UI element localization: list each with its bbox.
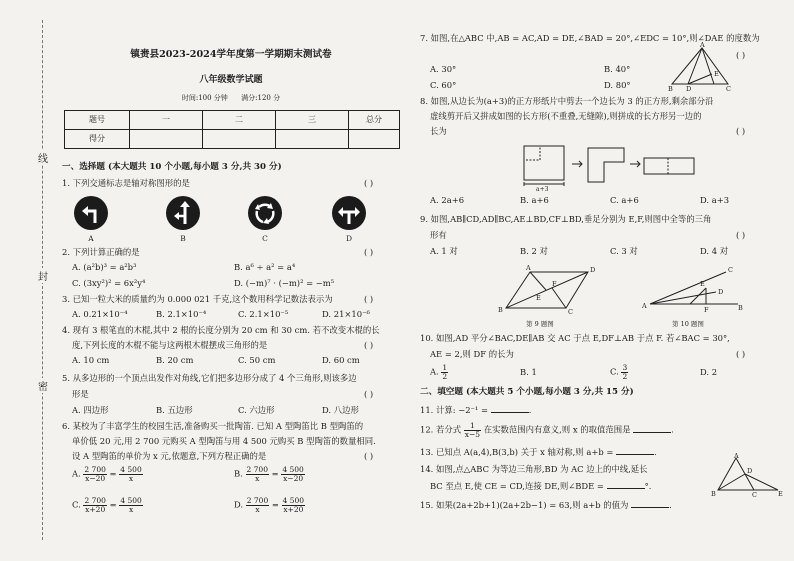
fraction [119, 466, 142, 482]
question-stem: 15. 如果(2a+2b+1)(2a+2b−1) = 63,则 a+b 的值为 [420, 500, 629, 510]
score-cell: 三 [276, 111, 349, 130]
option-d[interactable]: D. 八边形 [322, 405, 359, 415]
denominator: x−20 [283, 473, 304, 483]
question-stem-line: 形是 [72, 389, 89, 399]
question-stem: 13. 已知点 A(a,4),B(3,b) 关于 x 轴对称,则 a+b = [420, 447, 614, 457]
point-label: C [728, 266, 733, 274]
option-a[interactable]: A. 1 对 [430, 246, 458, 256]
exam-full-score: 满分:120 分 [241, 94, 281, 102]
binding-label-seal: 封 [38, 268, 48, 283]
fraction [282, 497, 305, 513]
option-d[interactable]: D. a+3 [700, 195, 730, 205]
dimension-label: a+3 [536, 186, 549, 192]
question-stem-line: BC 至点 E,使 CE = CD,连接 DE,则∠BDE = [430, 481, 604, 491]
option-letter: A. [430, 366, 439, 377]
section-title: 一、选择题 (本大题共 10 个小题,每小题 3 分,共 30 分) [62, 162, 282, 172]
question-stem: 9. 如图,AB∥CD,AD∥BC,AE⊥BD,CF⊥BD,垂足分别为 E,F,则图中全等的三角 [420, 214, 712, 224]
numerator: 4 500 [282, 496, 305, 505]
denominator: x+20 [85, 504, 106, 514]
roundabout-sign-icon [248, 196, 282, 230]
answer-paren[interactable]: ( ) [736, 349, 746, 359]
exam-time: 时间:100 分钟 [181, 94, 228, 102]
question-stem: 2. 下列计算正确的是 [62, 247, 140, 257]
option-b[interactable]: B. 20 cm [156, 355, 194, 365]
fraction [246, 497, 269, 513]
fill-question: 12. 若分式 $\frac{1}{x-5}$ 在实数范围内有意义,则 x 的取值范围是 . [420, 421, 674, 439]
fraction [246, 466, 269, 482]
binding-margin [0, 0, 52, 561]
parallelogram-figure-q9 [496, 262, 606, 330]
score-table-header-row [65, 111, 400, 130]
denominator: x [128, 504, 134, 514]
score-cell: 得分 [65, 130, 130, 149]
question-stem: 3. 已知一粒大米的质量约为 0.000 021 千克,这个数用科学记数法表示为 [62, 294, 333, 304]
score-table [64, 110, 400, 149]
option-d[interactable]: D. (−m)⁷ · (−m)² = −m⁵ [234, 278, 335, 288]
numerator: 4 500 [120, 496, 142, 505]
option-c[interactable]: C. 3 对 [610, 246, 638, 256]
question-stem-line: 长为 [430, 126, 447, 136]
question-stem-line: 单价低 20 元,用 2 700 元购买 A 型陶笛与用 4 500 元购买 B 型陶笛的数量相同. [72, 436, 376, 446]
point-label: F [552, 280, 557, 288]
option-d[interactable] [234, 497, 305, 513]
denominator: x [128, 473, 134, 483]
answer-paren[interactable]: ( ) [736, 50, 746, 60]
option-a[interactable]: A. (a²b)³ = a²b³ [72, 262, 137, 272]
denominator: x [255, 473, 260, 483]
binding-label-secret: 密 [38, 378, 48, 393]
denominator: x−5 [464, 429, 481, 439]
fraction [464, 422, 481, 438]
numerator: 1 [442, 363, 448, 372]
answer-blank[interactable] [633, 424, 671, 433]
answer-paren[interactable]: ( ) [364, 389, 374, 399]
denominator: x−20 [85, 473, 106, 483]
point-label: D [718, 288, 724, 296]
equilateral-triangle-figure-q14 [710, 452, 786, 498]
answer-paren[interactable]: ( ) [364, 247, 374, 257]
equals-sign: = [109, 499, 117, 510]
exam-meta [58, 94, 404, 103]
degree-mark: °. [644, 481, 652, 491]
square-cut-figure-q8 [516, 142, 696, 192]
question-stem-line: 虚线剪开后又拼成如图的长方形(不重叠,无缝隙),则拼成的长方形另一边的 [430, 111, 702, 121]
option-a[interactable]: A. 0.21×10⁻⁴ [72, 309, 128, 319]
option-d[interactable]: D. 60 cm [322, 355, 360, 365]
question-stem: 在实数范围内有意义,则 x 的取值范围是 [483, 424, 631, 435]
score-table-score-row [65, 130, 400, 149]
option-b[interactable] [234, 466, 305, 482]
question-stem: 4. 现有 3 根笔直的木棍,其中 2 根的长度分别为 20 cm 和 30 cm. 若不改变木棍的长 [62, 325, 380, 335]
point-label: F [704, 306, 709, 314]
answer-blank[interactable] [491, 404, 529, 413]
equals-sign: = [271, 468, 279, 479]
question-stem: 1. 下列交通标志是轴对称图形的是 [62, 178, 190, 188]
option-letter: D. [234, 499, 244, 510]
point-label: D [747, 467, 753, 475]
answer-blank[interactable] [616, 446, 654, 455]
numerator: 2 700 [84, 465, 106, 474]
answer-paren[interactable]: ( ) [364, 294, 374, 304]
option-b[interactable]: B. 2.1×10⁻⁴ [156, 309, 207, 319]
fraction [119, 497, 142, 513]
answer-paren[interactable]: ( ) [736, 126, 746, 136]
traffic-signs [72, 196, 392, 248]
fraction [281, 466, 304, 482]
figure-caption: 第 10 题图 [672, 320, 704, 328]
point-label: A [642, 302, 647, 310]
option-c[interactable]: C. 60° [430, 80, 457, 90]
left-right-sign-icon [332, 196, 366, 230]
option-c[interactable]: C. a+6 [610, 195, 639, 205]
question-stem: 10. 如图,AD 平分∠BAC,DE∥AB 交 AC 于点 E,DF⊥AB 于点 F. 若∠BAC = 30°, [420, 333, 730, 343]
point-label: E [714, 70, 719, 78]
fill-question: 15. 如果(2a+2b+1)(2a+2b−1) = 63,则 a+b 的值为 . [420, 500, 672, 510]
fraction [83, 497, 106, 513]
option-c[interactable]: C. (3xy²)² = 6x²y⁴ [72, 278, 146, 288]
score-cell[interactable] [276, 130, 349, 149]
option-a[interactable]: A. 2a+6 [430, 195, 465, 205]
denominator: x [255, 504, 260, 514]
option-letter: C. [72, 499, 81, 510]
fill-question [430, 480, 651, 492]
fraction [441, 364, 448, 380]
question-stem: 8. 如图,从边长为(a+3)的正方形纸片中剪去一个边长为 3 的正方形,剩余部分沿 [420, 96, 714, 106]
score-cell[interactable] [203, 130, 276, 149]
score-cell: 总分 [349, 111, 400, 130]
option-b[interactable]: B. a⁶ ÷ a² = a⁴ [234, 262, 296, 272]
option-letter: B. [234, 468, 243, 479]
option-c[interactable] [72, 497, 143, 513]
option-d[interactable]: D. 21×10⁻⁶ [322, 309, 370, 319]
question-stem: 6. 某校为了丰富学生的校园生活,准备购买一批陶笛. 已知 A 型陶笛比 B 型陶笛的 [62, 421, 364, 431]
section-title: 二、填空题 (本大题共 5 个小题,每小题 3 分,共 15 分) [420, 387, 634, 397]
point-label: C [726, 85, 731, 92]
option-d[interactable]: D. 80° [604, 80, 631, 90]
score-cell: 题号 [65, 111, 130, 130]
point-label: A [526, 264, 531, 272]
answer-paren[interactable]: ( ) [364, 340, 374, 350]
point-label: D [686, 85, 692, 92]
figure-caption: 第 9 题图 [526, 320, 554, 328]
answer-blank[interactable] [607, 480, 645, 489]
question-stem: 11. 计算: −2⁻¹ = [420, 405, 489, 415]
numerator: 4 500 [120, 465, 142, 474]
option-a[interactable]: A. 10 cm [72, 355, 110, 365]
question-stem: 12. 若分式 [420, 424, 462, 435]
sign-label: D [345, 234, 352, 243]
fraction [621, 364, 628, 380]
score-cell[interactable] [349, 130, 400, 149]
option-d[interactable]: D. 2 [700, 367, 718, 377]
sign-label: A [88, 234, 94, 243]
sign-label: B [180, 234, 186, 243]
point-label: B [498, 306, 503, 314]
fraction [83, 466, 106, 482]
angle-bisector-figure-q10 [642, 262, 752, 330]
denominator: 2 [622, 371, 628, 381]
option-a[interactable] [430, 364, 448, 380]
triangle-figure-q7 [668, 40, 732, 92]
question-stem-line: 形有 [430, 230, 447, 240]
point-label: E [778, 490, 783, 498]
point-label: B [668, 85, 673, 92]
point-label: C [568, 308, 573, 316]
option-b[interactable]: B. 1 [520, 367, 537, 377]
sign-label: C [262, 234, 268, 243]
answer-paren[interactable]: ( ) [364, 451, 374, 461]
score-cell[interactable] [130, 130, 203, 149]
question-stem: 7. 如图,在△ABC 中,AB = AC,AD = DE,∠BAD = 20°,∠EDC = 10°,则∠DAE 的度数为 [420, 33, 760, 43]
score-cell: 二 [203, 111, 276, 130]
numerator: 1 [464, 422, 481, 431]
point-label: B [738, 304, 743, 312]
numerator: 3 [622, 363, 628, 372]
equals-sign: = [271, 499, 279, 510]
straight-or-left-sign-icon [166, 196, 200, 230]
score-cell: 一 [130, 111, 203, 130]
denominator: x+20 [283, 504, 304, 514]
equals-sign: = [109, 468, 117, 479]
point-label: A [700, 41, 705, 49]
option-c[interactable] [610, 364, 628, 380]
answer-paren[interactable]: ( ) [736, 230, 746, 240]
option-d[interactable]: D. 4 对 [700, 246, 729, 256]
numerator: 2 700 [84, 496, 106, 505]
option-a[interactable]: A. 30° [430, 64, 457, 74]
option-b[interactable]: B. 2 对 [520, 246, 548, 256]
question-stem: 5. 从多边形的一个顶点出发作对角线,它们把多边形分成了 4 个三角形,则该多边 [62, 373, 357, 383]
exam-title: 镇赉县2023-2024学年度第一学期期末测试卷 [130, 49, 332, 60]
numerator: 2 700 [246, 496, 269, 505]
point-label: A [734, 452, 739, 460]
option-a[interactable]: A. 四边形 [72, 405, 109, 415]
option-c[interactable]: C. 六边形 [238, 405, 275, 415]
option-b[interactable]: B. 40° [604, 64, 631, 74]
option-letter: C. [610, 366, 619, 377]
point-label: E [536, 294, 541, 302]
turn-left-sign-icon [74, 196, 108, 230]
answer-paren[interactable]: ( ) [364, 178, 374, 188]
fill-question: 11. 计算: −2⁻¹ = . [420, 405, 532, 415]
option-c[interactable]: C. 2.1×10⁻⁵ [238, 309, 289, 319]
point-label: E [700, 280, 705, 288]
option-b[interactable]: B. 五边形 [156, 405, 193, 415]
exam-subject: 八年级数学试题 [199, 75, 263, 85]
option-letter: A. [72, 468, 81, 479]
numerator: 2 700 [246, 465, 268, 474]
question-stem-line: 设 A 型陶笛的单价为 x 元,依题意,下列方程正确的是 [72, 451, 267, 461]
point-label: C [752, 491, 757, 498]
numerator: 4 500 [282, 465, 304, 474]
question-stem-line: AE = 2,则 DF 的长为 [430, 349, 514, 359]
binding-label-line: 线 [38, 150, 48, 165]
option-c[interactable]: C. 50 cm [238, 355, 276, 365]
question-stem: 14. 如图,点△ABC 为等边三角形,BD 为 AC 边上的中线,延长 [420, 464, 648, 474]
option-a[interactable] [72, 466, 143, 482]
question-stem-line: 度,下列长度的木棍不能与这两根木棍摆成三角形的是 [72, 340, 268, 350]
fill-question: 13. 已知点 A(a,4),B(3,b) 关于 x 轴对称,则 a+b = . [420, 447, 657, 457]
answer-blank[interactable] [631, 499, 669, 508]
point-label: B [711, 490, 716, 498]
point-label: D [590, 266, 596, 274]
denominator: 2 [442, 371, 448, 381]
option-b[interactable]: B. a+6 [520, 195, 549, 205]
